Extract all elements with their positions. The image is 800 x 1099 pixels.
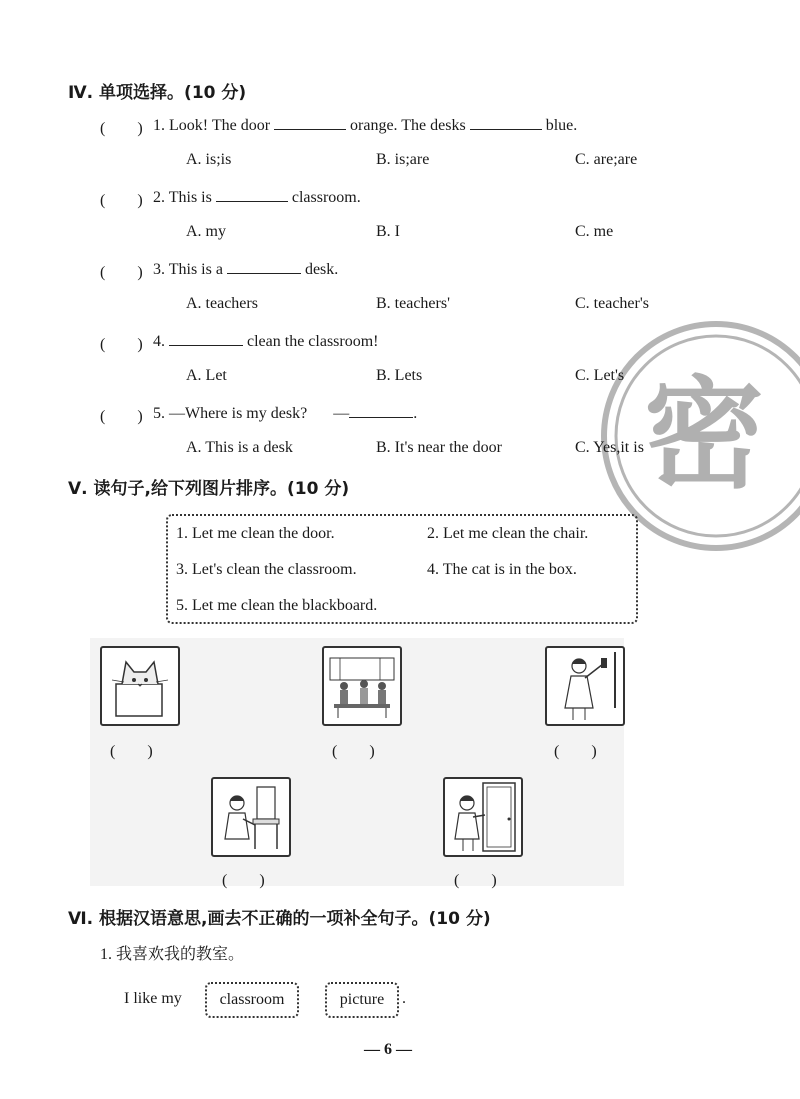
picture-4-answer-paren[interactable]: ( ) xyxy=(222,872,265,889)
option-c[interactable]: C. me xyxy=(575,223,614,240)
option-b[interactable]: B. It's near the door xyxy=(376,439,502,456)
option-c[interactable]: C. are;are xyxy=(575,151,638,168)
option-a[interactable]: A. my xyxy=(186,223,226,240)
option-a[interactable]: A. is;is xyxy=(186,151,232,168)
sentence-2: 2. Let me clean the chair. xyxy=(427,525,589,542)
option-a[interactable]: A. This is a desk xyxy=(186,439,293,456)
section-5-title: Ⅴ. 读句子,给下列图片排序。(10 分) xyxy=(68,479,350,499)
answer-paren-q5[interactable]: ( ) xyxy=(100,408,143,425)
question-number: 4. xyxy=(153,333,165,350)
sentence-4: 4. The cat is in the box. xyxy=(427,561,577,578)
picture-2-answer-paren[interactable]: ( ) xyxy=(332,743,375,760)
picture-1-answer-paren[interactable]: ( ) xyxy=(110,743,153,760)
question-1: 1. Look! The door orange. The desks blue. xyxy=(153,117,578,134)
option-c[interactable]: C. Let's xyxy=(575,367,625,384)
section-4-title: Ⅳ. 单项选择。(10 分) xyxy=(68,83,247,103)
option-b[interactable]: B. Lets xyxy=(376,367,423,384)
option-c[interactable]: C. Yes,it is xyxy=(575,439,644,456)
svg-text:密: 密 xyxy=(644,366,764,505)
blank-line[interactable] xyxy=(216,187,288,202)
option-a[interactable]: A. teachers xyxy=(186,295,258,312)
blank-line[interactable] xyxy=(227,259,301,274)
question-5: 5. —Where is my desk? — . xyxy=(153,405,418,422)
question-number: 1. xyxy=(153,117,165,134)
option-a[interactable]: A. Let xyxy=(186,367,227,384)
item-1-chinese: 1. 我喜欢我的教室。 xyxy=(100,946,245,963)
choice-classroom[interactable]: classroom xyxy=(205,982,299,1018)
picture-5-answer-paren[interactable]: ( ) xyxy=(454,872,497,889)
answer-paren-q3[interactable]: ( ) xyxy=(100,264,143,281)
question-2: 2. This is classroom. xyxy=(153,189,361,206)
option-b[interactable]: B. I xyxy=(376,223,400,240)
sentence-1: 1. Let me clean the door. xyxy=(176,525,335,542)
blank-line[interactable] xyxy=(274,115,346,130)
picture-3-answer-paren[interactable]: ( ) xyxy=(554,743,597,760)
question-4: 4. clean the classroom! xyxy=(153,333,379,350)
blank-line[interactable] xyxy=(470,115,542,130)
girl-cleaning-chair-picture xyxy=(211,777,291,857)
item-1-prefix: I like my xyxy=(124,990,182,1007)
option-b[interactable]: B. is;are xyxy=(376,151,430,168)
blank-line[interactable] xyxy=(349,403,413,418)
answer-paren-q2[interactable]: ( ) xyxy=(100,192,143,209)
blank-line[interactable] xyxy=(169,331,243,346)
sentence-5: 5. Let me clean the blackboard. xyxy=(176,597,378,614)
section-6-title: Ⅵ. 根据汉语意思,画去不正确的一项补全句子。(10 分) xyxy=(68,909,491,929)
cat-in-box-picture xyxy=(100,646,180,726)
sentence-3: 3. Let's clean the classroom. xyxy=(176,561,357,578)
classroom-cleaning-picture xyxy=(322,646,402,726)
question-number: 2. xyxy=(153,189,165,206)
question-3: 3. This is a desk. xyxy=(153,261,339,278)
choice-picture[interactable]: picture xyxy=(325,982,399,1018)
item-1-suffix: . xyxy=(402,990,406,1007)
answer-paren-q4[interactable]: ( ) xyxy=(100,336,143,353)
question-number: 3. xyxy=(153,261,165,278)
question-number: 5. xyxy=(153,405,165,422)
option-b[interactable]: B. teachers' xyxy=(376,295,450,312)
girl-cleaning-door-picture xyxy=(443,777,523,857)
girl-cleaning-blackboard-picture xyxy=(545,646,625,726)
option-c[interactable]: C. teacher's xyxy=(575,295,649,312)
page-number: — 6 — xyxy=(364,1041,412,1058)
answer-paren-q1[interactable]: ( ) xyxy=(100,120,143,137)
